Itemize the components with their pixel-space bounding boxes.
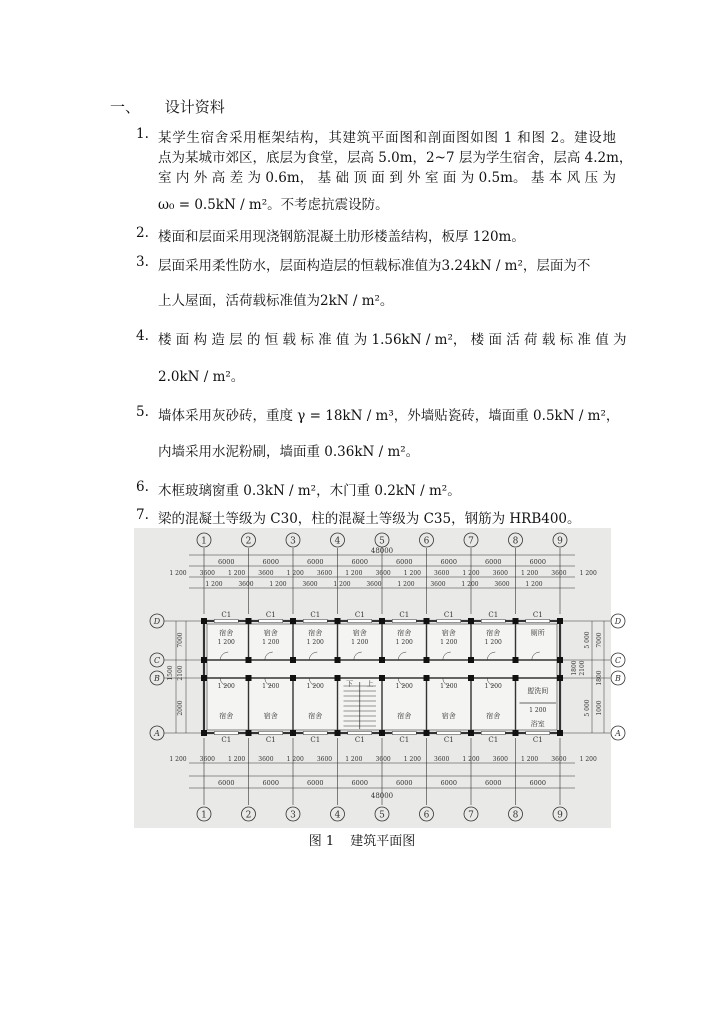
item-1-line-1: 某学生宿舍采用框架结构，其建筑平面图和剖面图如图 1 和图 2。建设地	[158, 130, 616, 146]
room-dorm-label: 宿舍	[308, 629, 323, 637]
sub-dimension-top: 1 200	[403, 570, 421, 577]
sub-dimension-top-2: 1 200	[269, 581, 287, 588]
item-1-line-4: ω₀ = 0.5kN / m²。不考虑抗震设防。	[158, 197, 389, 213]
door-width-label: 1 200	[395, 639, 413, 646]
sub-dimension-top-2: 3600	[238, 581, 254, 588]
bay-dimension-top: 6000	[217, 558, 235, 566]
axis-label-top: 6	[423, 536, 430, 547]
door-width-label: 1 200	[351, 639, 369, 646]
column	[379, 657, 385, 663]
bay-dimension-top: 6000	[440, 558, 458, 566]
axis-label-top: 2	[245, 536, 252, 547]
sub-dimension-top-2: 1 200	[333, 581, 351, 588]
sub-dimension-top: 3600	[492, 570, 508, 577]
row-label-right: C	[614, 656, 622, 665]
sub-dimension-top: 3600	[551, 570, 567, 577]
sub-dimension-top: 1 200	[286, 570, 304, 577]
column	[246, 657, 252, 663]
room-bath-label: 浴室	[530, 720, 545, 728]
column	[201, 730, 207, 736]
window-mark	[348, 732, 372, 735]
axis-label-bottom: 8	[512, 810, 519, 821]
window-label: C1	[221, 736, 232, 744]
item-2-line-1: 楼面和层面采用现浇钢筋混凝土肋形楼盖结构，板厚 120m。	[158, 229, 525, 245]
side-dimension-right: 2100	[579, 660, 586, 676]
column	[201, 657, 207, 663]
side-dimension-right: 7000	[596, 632, 603, 648]
figure-caption	[0, 830, 724, 849]
side-dimension-left: 1500	[167, 665, 174, 681]
sub-dimension-top-2: 1 200	[397, 581, 415, 588]
window-mark	[481, 620, 505, 623]
bay-dimension-bottom: 6000	[440, 779, 458, 787]
sub-dimension-bottom: 1 200	[345, 756, 363, 763]
row-label-left: A	[154, 729, 160, 738]
bay-dimension-top: 6000	[262, 558, 280, 566]
column	[201, 618, 207, 624]
window-label: C1	[488, 736, 499, 744]
sub-dimension-bottom: 3600	[434, 756, 450, 763]
axis-label-bottom: 2	[245, 810, 252, 821]
window-mark	[259, 620, 283, 623]
door-width-label: 1 200	[395, 683, 413, 690]
row-label-left: C	[153, 656, 161, 665]
sub-dimension-top: 3600	[316, 570, 333, 577]
room-dorm-label: 宿舍	[219, 712, 234, 720]
item-4-line-1: 楼 面 构 造 层 的 恒 载 标 准 值 为 1.56kN / m²， 楼 面 活 荷 载 标 准 值 为	[158, 332, 627, 348]
item-number: 7.	[136, 507, 149, 523]
sub-dimension-bottom: 3600	[492, 756, 508, 763]
row-label-right: D	[614, 617, 622, 626]
column	[513, 618, 519, 624]
bay-dimension-top: 6000	[351, 558, 369, 566]
sub-dimension-top: 1 200	[462, 570, 480, 577]
bay-dimension-bottom: 6000	[529, 779, 547, 787]
room-dorm-label: 宿舍	[263, 712, 278, 720]
column	[557, 675, 563, 681]
sub-dimension-bottom: 1 200	[228, 756, 246, 763]
window-label: C1	[532, 611, 543, 619]
window-label: C1	[443, 736, 454, 744]
column	[335, 618, 341, 624]
axis-label-top: 9	[557, 536, 563, 547]
axis-label-top: 4	[334, 536, 341, 547]
column	[290, 618, 296, 624]
sub-dimension-bottom: 3600	[258, 756, 274, 763]
item-number: 6.	[136, 479, 149, 495]
column	[246, 730, 252, 736]
window-label: C1	[532, 736, 543, 744]
side-dimension-left: 7000	[177, 632, 184, 648]
axis-label-bottom: 3	[290, 810, 296, 821]
floor-plan-drawing	[134, 528, 622, 828]
column	[290, 675, 296, 681]
window-label: C1	[399, 736, 410, 744]
floor-plan-figure	[134, 528, 622, 828]
total-dimension-bottom: 48000	[370, 792, 394, 800]
door-width-label: 1 200	[529, 707, 547, 714]
row-label-right: B	[615, 674, 621, 683]
door-width-label: 1 200	[262, 639, 280, 646]
window-label: C1	[354, 611, 365, 619]
column	[513, 730, 519, 736]
sub-dimension-bottom: 1 200	[169, 756, 187, 763]
room-dorm-label: 宿舍	[263, 629, 278, 637]
column	[468, 618, 474, 624]
door-width-label: 1 200	[440, 639, 458, 646]
column	[557, 657, 563, 663]
item-1-line-2: 点为某城市郊区，底层为食堂，层高 5.0m，2~7 层为学生宿舍，层高 4.2m，	[158, 150, 633, 166]
window-mark	[303, 620, 327, 623]
item-3-line-2: 上人屋面，活荷载标准值为2kN / m²。	[158, 293, 394, 309]
axis-label-top: 3	[290, 536, 296, 547]
door-width-label: 1 200	[262, 683, 280, 690]
axis-label-bottom: 9	[557, 810, 563, 821]
door-width-label: 1 200	[484, 639, 502, 646]
sub-dimension-top: 1 200	[228, 570, 246, 577]
item-3-line-1: 层面采用柔性防水，层面构造层的恒载标准值为3.24kN / m²，层面为不	[158, 258, 591, 274]
axis-label-top: 7	[468, 536, 474, 547]
item-7-line-1: 梁的混凝土等级为 C30，柱的混凝土等级为 C35，钢筋为 HRB400。	[158, 511, 581, 527]
bay-dimension-bottom: 6000	[306, 779, 324, 787]
caption-title: 建筑平面图	[350, 834, 416, 849]
section-heading	[110, 96, 225, 117]
column	[468, 730, 474, 736]
door-width-label: 1 200	[306, 683, 324, 690]
window-mark	[392, 732, 416, 735]
column	[290, 730, 296, 736]
window-mark	[481, 732, 505, 735]
sub-dimension-bottom: 3600	[316, 756, 333, 763]
bay-dimension-bottom: 6000	[262, 779, 280, 787]
axis-label-top: 8	[512, 536, 519, 547]
item-6-line-1: 木框玻璃窗重 0.3kN / m²，木门重 0.2kN / m²。	[158, 483, 461, 499]
column	[335, 675, 341, 681]
row-label-left: D	[153, 617, 161, 626]
window-mark	[348, 620, 372, 623]
side-dimension-right: 1000	[596, 700, 603, 716]
stair-down-label: 下	[346, 680, 353, 688]
bay-dimension-top: 6000	[529, 558, 547, 566]
door-width-label: 1 200	[484, 683, 502, 690]
room-dorm-label: 宿舍	[441, 629, 456, 637]
window-label: C1	[310, 611, 321, 619]
column	[424, 675, 430, 681]
room-dorm-label: 宿舍	[441, 712, 456, 720]
bay-dimension-bottom: 6000	[351, 779, 369, 787]
sub-dimension-top: 1 200	[579, 570, 597, 577]
bay-dimension-bottom: 6000	[484, 779, 502, 787]
column	[201, 675, 207, 681]
row-label-right: A	[615, 729, 621, 738]
sub-dimension-top: 3600	[434, 570, 450, 577]
door-width-label: 1 200	[306, 639, 324, 646]
room-dorm-label: 宿舍	[219, 629, 234, 637]
total-dimension-top: 48000	[370, 547, 394, 555]
axis-label-top: 1	[201, 536, 207, 547]
door-width-label: 1 200	[440, 683, 458, 690]
axis-label-bottom: 5	[379, 810, 385, 821]
axis-label-bottom: 1	[201, 810, 207, 821]
sub-dimension-top: 3600	[375, 570, 391, 577]
sub-dimension-top-2: 3600	[494, 581, 510, 588]
sub-dimension-bottom: 3600	[375, 756, 391, 763]
caption-label: 图 1	[308, 834, 335, 849]
bay-dimension-top: 6000	[395, 558, 413, 566]
side-dimension-left: 2000	[177, 700, 184, 716]
row-label-left: B	[154, 674, 160, 683]
section-title: 设计资料	[164, 98, 225, 116]
room-toilet-label: 厕所	[530, 629, 545, 637]
side-dimension-left: 2100	[177, 665, 184, 681]
item-5-line-1: 墙体采用灰砂砖，重度 γ = 18kN / m³，外墙贴瓷砖，墙面重 0.5kN / m²，	[158, 408, 620, 424]
sub-dimension-bottom: 1 200	[579, 756, 597, 763]
room-dorm-label: 宿舍	[308, 712, 323, 720]
column	[557, 730, 563, 736]
window-mark	[259, 732, 283, 735]
sub-dimension-top-2: 1 200	[525, 581, 543, 588]
sub-dimension-top-2: 1 200	[461, 581, 479, 588]
sub-dimension-top-2: 1 200	[205, 581, 223, 588]
window-mark	[437, 732, 461, 735]
bay-dimension-bottom: 6000	[395, 779, 413, 787]
window-label: C1	[265, 736, 276, 744]
item-5-line-2: 内墙采用水泥粉刷，墙面重 0.36kN / m²。	[158, 444, 420, 460]
column	[379, 675, 385, 681]
axis-label-bottom: 7	[468, 810, 474, 821]
window-mark	[214, 732, 238, 735]
column	[424, 730, 430, 736]
section-number: 一、	[110, 98, 141, 116]
side-dimension-right: 5 000	[584, 699, 591, 717]
sub-dimension-bottom: 1 200	[462, 756, 480, 763]
column	[379, 618, 385, 624]
column	[246, 618, 252, 624]
sub-dimension-top-2: 3600	[366, 581, 382, 588]
column	[468, 675, 474, 681]
window-mark	[437, 620, 461, 623]
sub-dimension-bottom: 1 200	[403, 756, 421, 763]
window-label: C1	[399, 611, 410, 619]
door-width-label: 1 200	[217, 683, 235, 690]
window-mark	[214, 620, 238, 623]
column	[513, 657, 519, 663]
axis-label-top: 5	[379, 536, 385, 547]
window-label: C1	[265, 611, 276, 619]
sub-dimension-top: 1 200	[521, 570, 539, 577]
item-number: 2.	[136, 225, 149, 241]
window-label: C1	[221, 611, 232, 619]
window-label: C1	[443, 611, 454, 619]
window-mark	[392, 620, 416, 623]
sub-dimension-top: 3600	[258, 570, 274, 577]
window-label: C1	[310, 736, 321, 744]
window-mark	[526, 620, 550, 623]
item-number: 5.	[136, 404, 149, 420]
sub-dimension-bottom: 3600	[199, 756, 215, 763]
room-dorm-label: 宿舍	[352, 629, 367, 637]
column	[246, 675, 252, 681]
stair-up-label: 上	[366, 680, 374, 688]
item-1-line-3: 室 内 外 高 差 为 0.6m， 基 础 顶 面 到 外 室 面 为 0.5m。 基 本 风 压 为	[158, 170, 616, 186]
column	[335, 730, 341, 736]
column	[424, 657, 430, 663]
sub-dimension-top-2: 3600	[302, 581, 318, 588]
sub-dimension-top: 1 200	[169, 570, 187, 577]
side-dimension-right: 1800	[596, 670, 603, 686]
axis-label-bottom: 6	[423, 810, 430, 821]
room-dorm-label: 宿舍	[397, 629, 412, 637]
item-number: 3.	[136, 254, 149, 270]
room-wash-label: 盥洗间	[527, 687, 549, 695]
room-dorm-label: 宿舍	[397, 712, 412, 720]
sub-dimension-bottom: 1 200	[521, 756, 539, 763]
window-label: C1	[354, 736, 365, 744]
side-dimension-right: 1800	[571, 660, 578, 676]
window-label: C1	[488, 611, 499, 619]
column	[335, 657, 341, 663]
item-number: 4.	[136, 328, 149, 344]
bay-dimension-bottom: 6000	[217, 779, 235, 787]
window-mark	[526, 732, 550, 735]
window-mark	[303, 732, 327, 735]
item-4-line-2: 2.0kN / m²。	[158, 369, 245, 385]
column	[557, 618, 563, 624]
column	[513, 675, 519, 681]
sub-dimension-bottom: 3600	[551, 756, 567, 763]
column	[290, 657, 296, 663]
room-dorm-label: 宿舍	[486, 712, 501, 720]
axis-label-bottom: 4	[334, 810, 341, 821]
column	[424, 618, 430, 624]
sub-dimension-top: 1 200	[345, 570, 363, 577]
item-number: 1.	[136, 126, 149, 142]
sub-dimension-top: 3600	[199, 570, 215, 577]
bay-dimension-top: 6000	[484, 558, 502, 566]
column	[379, 730, 385, 736]
sub-dimension-bottom: 1 200	[286, 756, 304, 763]
column	[468, 657, 474, 663]
door-width-label: 1 200	[217, 639, 235, 646]
bay-dimension-top: 6000	[306, 558, 324, 566]
room-dorm-label: 宿舍	[486, 629, 501, 637]
sub-dimension-top-2: 3600	[430, 581, 446, 588]
side-dimension-right: 5 000	[584, 631, 591, 649]
